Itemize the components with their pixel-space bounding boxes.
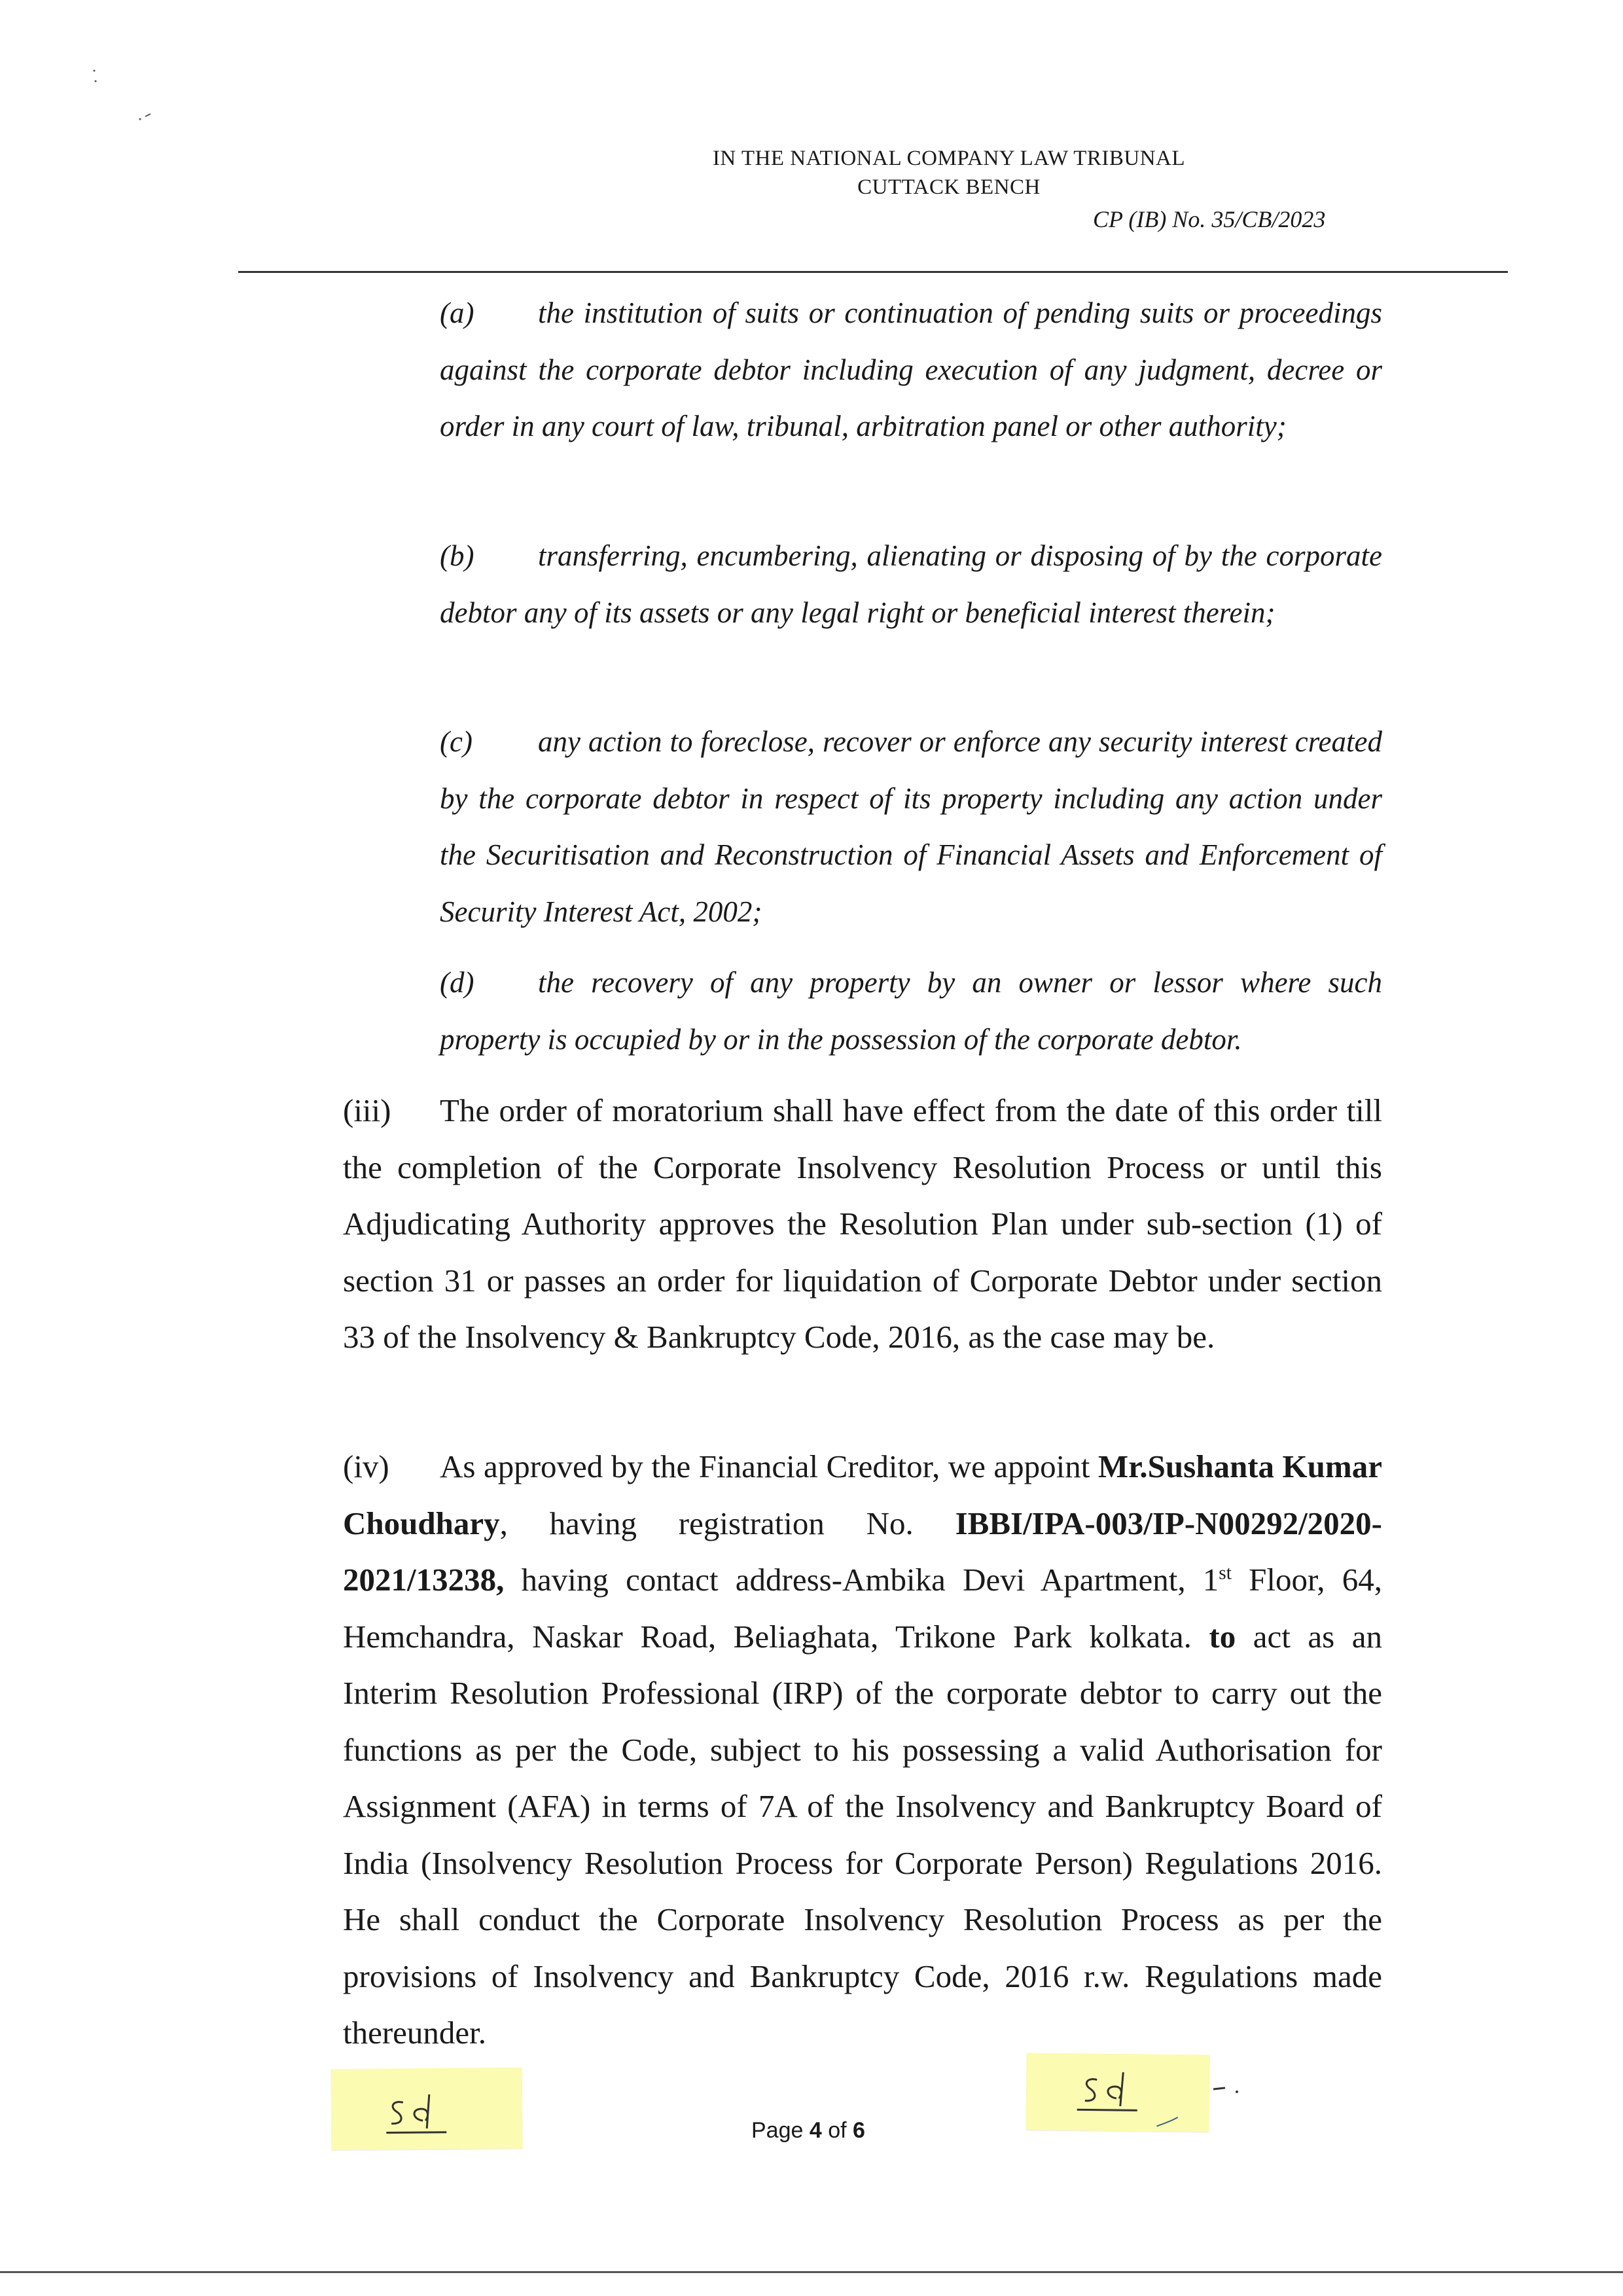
paragraph-iv: (iv) As approved by the Financial Creditor, we appoint Mr.Sushanta Kumar Choudhary, having registration No. IBBI/IPA-003/IP-N00292/2020-2021/13238, having contact address-Ambika Devi Apartment, 1st Floor, 64, Hemchandra, Naskar Road, Beliaghata, Trikone Park kolkata. to act as an Interim Resolution Professional (IRP) of the corporate debtor to carry out the functions as per the Code, subject to his possessing a valid Authorisation for Assignment (AFA) in terms of 7A of the Insolvency and Bankruptcy Board of India (Insolvency Resolution Process for Corporate Person) Regulations 2016. He shall conduct the Corporate Insolvency Resolution Process as per the provisions of Insolvency and Bankruptcy Code, 2016 r.w. Regulations made thereunder. <box>343 1439 1382 2062</box>
clause-text: the recovery of any property by an owner or lessor where such property is occupied by or in the possession of the corporate debtor. <box>440 966 1382 1056</box>
clause-label: (d) <box>440 966 474 999</box>
page-number: 4 <box>809 2118 822 2143</box>
signature-note-right <box>1026 2053 1209 2132</box>
clause-text: any action to foreclose, recover or enforce any security interest created by the corporate debtor in respect of its property including any action under the Securitisation and Reconstruction of Financial Assets and Enforcement of Security Interest Act, 2002; <box>440 725 1382 928</box>
header-divider <box>238 271 1508 273</box>
paragraph-text: As approved by the Financial Creditor, we appoint <box>440 1448 1098 1484</box>
page-total: 6 <box>853 2118 865 2143</box>
paragraph-text: The order of moratorium shall have effect from the date of this order till the completion of the Corporate Insolvency Resolution Process or until this Adjudicating Authority approves the Resolution Plan under sub-section (1) of section 31 or passes an order for liquidation of Corporate Debtor under section 33 of the Insolvency & Bankruptcy Code, 2016, as the case may be. <box>343 1092 1382 1355</box>
registration-number: IBBI/IPA-003/IP-N00292/2020-2021/13238, <box>343 1505 1382 1598</box>
signature-note-left <box>330 2068 522 2151</box>
irp-name: Mr.Sushanta Kumar Choudhary <box>343 1448 1382 1541</box>
clause-a <box>440 285 1382 455</box>
scan-specks <box>85 63 170 154</box>
clause-label: (c) <box>440 725 473 758</box>
tribunal-name: IN THE NATIONAL COMPANY LAW TRIBUNAL <box>712 147 1186 170</box>
clause-d <box>440 954 1382 1067</box>
clause-label: (b) <box>440 539 474 572</box>
clause-text: the institution of suits or continuation of pending suits or proceedings against the corporate debtor including execution of any judgment, decree or order in any court of law, tribunal, arbitration panel or other authority; <box>440 296 1382 442</box>
signature-icon <box>330 2068 522 2151</box>
paragraph-label: (iii) <box>343 1092 391 1128</box>
paragraph-iii <box>343 1083 1382 1366</box>
page-footer: Page 4 of 6 <box>751 2118 865 2143</box>
clause-label: (a) <box>440 296 474 329</box>
clause-b <box>440 528 1382 641</box>
clause-text: transferring, encumbering, alienating or disposing of by the corporate debtor any of its assets or any legal right or beneficial interest therein; <box>440 539 1382 629</box>
signature-icon <box>1026 2053 1209 2132</box>
scan-edge-line <box>0 2271 1623 2273</box>
clause-c <box>440 713 1382 940</box>
paragraph-label: (iv) <box>343 1448 389 1484</box>
case-number: CP (IB) No. 35/CB/2023 <box>1093 206 1326 232</box>
bench-name: CUTTACK BENCH <box>857 175 1041 199</box>
pen-mark <box>1212 2079 1258 2098</box>
